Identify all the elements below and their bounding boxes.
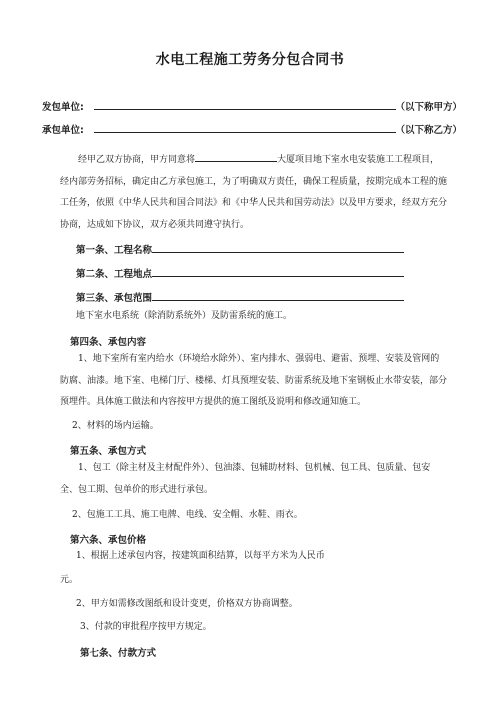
- article-5-item-2: 2、包施工工具、施工电牌、电线、安全帽、水鞋、雨衣。: [72, 510, 303, 520]
- party-b-blank: [94, 132, 396, 133]
- article-2-blank: [152, 267, 404, 277]
- party-b-suffix: （以下称乙方）: [395, 125, 462, 136]
- article-6-item-1-end: 元。: [60, 575, 79, 585]
- article-3-blank: [152, 291, 404, 301]
- article-6-item-2: 2、甲方如需修改图纸和设计变更，价格双方协商调整。: [76, 599, 298, 609]
- article-4-item-2: 2、材料的场内运输。: [72, 421, 159, 431]
- article-3-text: 地下室水电系统（除消防系统外）及防雷系统的施工。: [76, 311, 293, 321]
- article-6-item-1: 1、根据上述承包内容，按建筑面积结算，以每平方米为人民币: [76, 551, 325, 561]
- article-7-heading: 第七条、付款方式: [80, 648, 157, 659]
- intro-lead: 经甲乙双方协商，甲方同意将: [78, 155, 196, 165]
- article-4-item-1: 1、地下室所有室内给水（环境给水除外）、室内排水、强弱电、避雷、预埋、安装及管网的防腐、油漆。地下室、电梯门厅、楼梯、灯具预埋安装、防雷系统及地下室钢板止水带安装，部分预埋件。具体施工做法和内容按甲方提供的施工图纸及说明和修改通知施工。: [60, 354, 448, 408]
- article-5-item-1: 1、包工（除主材及主材配件外）、包油漆、包辅助材料、包机械、包工具、包质量、包安全、包工期、包单价的形式进行承包。: [60, 463, 431, 495]
- party-a-label: 发包单位:: [42, 102, 84, 113]
- party-a-blank: [94, 109, 396, 110]
- document-title: 水电工程施工劳务分包合同书: [155, 52, 345, 68]
- article-3-heading: [76, 290, 404, 304]
- party-a-suffix: （以下称甲方）: [395, 102, 462, 113]
- article-5-heading: 第五条、承包方式: [70, 446, 147, 457]
- article-2-heading: [76, 266, 404, 280]
- article-4-heading: 第四条、承包内容: [70, 337, 147, 348]
- article-2-label: 第二条、工程地点: [76, 269, 153, 280]
- article-1-blank: [152, 243, 404, 253]
- project-name-blank: [195, 153, 277, 162]
- article-1-label: 第一条、工程名称: [76, 245, 153, 256]
- article-1-heading: [76, 242, 404, 256]
- party-a-row: [42, 99, 462, 115]
- article-3-label: 第三条、承包范围: [76, 293, 153, 304]
- article-6-heading: 第六条、承包价格: [70, 535, 147, 546]
- party-b-label: 承包单位:: [42, 125, 84, 136]
- article-6-item-3: 3、付款的审批程序按甲方规定。: [80, 622, 212, 632]
- party-b-row: [42, 122, 462, 138]
- intro-paragraph: [60, 150, 448, 236]
- intro-rest: 大厦项目地下室水电安装施工工程项目，经内部劳务招标，确定由乙方承包施工，为了明确双方责任，确保工程质量，按期完成本工程的施工任务，依照《中华人民共和国合同法》和《中华人民共和国劳动法》以及甲方要求，经双方充分协商，达成如下协议，双方必须共同遵守执行。: [60, 155, 448, 230]
